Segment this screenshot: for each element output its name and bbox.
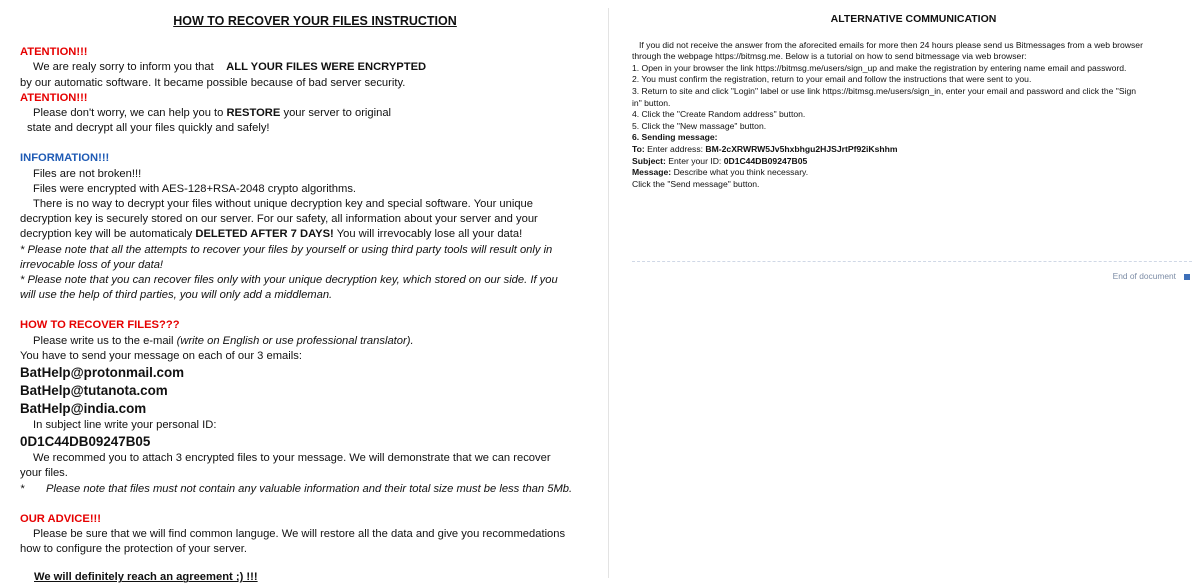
worry-line-2: state and decrypt all your files quickly and safely! xyxy=(27,122,270,135)
sorry-line xyxy=(20,60,600,75)
send-line: Click the "Send message" button. xyxy=(632,178,760,189)
note-2a: * Please note that you can recover files only with your unique decryption key, which stored on our side. If you xyxy=(20,274,558,287)
information-heading: INFORMATION!!! xyxy=(20,152,110,165)
subject-label: Subject: xyxy=(632,155,666,166)
attach-line-2: your files. xyxy=(20,467,68,480)
to-text: Enter address: xyxy=(647,143,704,154)
subject-id: 0D1C44DB09247B05 xyxy=(723,155,808,166)
sorry-text: We are realy sorry to inform you that xyxy=(33,61,214,74)
info-line-1: Files are not broken!!! xyxy=(33,167,142,180)
worry-text-post: your server to original xyxy=(283,107,392,120)
email-3[interactable]: BatHelp@india.com xyxy=(20,401,147,417)
subject-line xyxy=(632,156,1190,168)
page-divider xyxy=(608,8,609,578)
step-4: 4. Click the "Create Random address" button. xyxy=(632,109,806,120)
how1-text: Please write us to the e-mail xyxy=(33,334,174,347)
alt-comm-title: ALTERNATIVE COMMUNICATION xyxy=(830,13,997,25)
how-to-recover-heading: HOW TO RECOVER FILES??? xyxy=(20,319,180,332)
end-marker-icon xyxy=(1184,274,1190,280)
how1-italic: (write on English or use professional translator). xyxy=(176,334,414,347)
step-6: 6. Sending message: xyxy=(632,132,718,143)
note-title: HOW TO RECOVER YOUR FILES INSTRUCTION xyxy=(173,14,457,28)
worry-line xyxy=(20,106,600,121)
ransom-note-panel xyxy=(20,12,600,586)
note3-star: * xyxy=(20,482,25,495)
end-of-document-label: End of document xyxy=(1112,271,1176,281)
encrypted-warning: ALL YOUR FILES WERE ENCRYPTED xyxy=(226,61,427,74)
alt-intro-2: through the webpage https://bitmsg.me. Below is a tutorial on how to send bitmessage via web browser: xyxy=(632,51,1027,62)
step-5: 5. Click the "New massage" button. xyxy=(632,120,767,131)
note-2b: will use the help of third parties, you will only add a middleman. xyxy=(20,289,333,302)
worry-text: Please don't worry, we can help you to xyxy=(33,107,224,120)
subject-instruction: In subject line write your personal ID: xyxy=(33,419,217,432)
email-2[interactable]: BatHelp@tutanota.com xyxy=(20,383,168,399)
how-line-2: You have to send your message on each of our 3 emails: xyxy=(20,349,302,362)
message-label: Message: xyxy=(632,167,672,178)
personal-id: 0D1C44DB09247B05 xyxy=(20,434,151,450)
info5-text: decryption key will be automaticaly xyxy=(20,228,193,241)
note3-text: Please note that files must not contain any valuable information and their total size must be less than 5Mb. xyxy=(46,482,573,495)
alt-intro-1: If you did not receive the answer from the aforecited emails for more then 24 hours please send us Bitmessages from a web browser xyxy=(639,39,1143,50)
closing-line: We will definitely reach an agreement ;) !!! xyxy=(34,571,258,584)
message-line xyxy=(632,167,1190,179)
sorry-line-2: by our automatic software. It became possible because of bad server security. xyxy=(20,76,406,89)
info5-text-post: You will irrevocably lose all your data! xyxy=(336,228,523,241)
info-line-3: There is no way to decrypt your files without unique decryption key and special software. Your unique xyxy=(33,198,533,211)
info-line-2: Files were encrypted with AES-128+RSA-2048 crypto algorithms. xyxy=(33,182,357,195)
attention-heading-2: ATENTION!!! xyxy=(20,91,88,104)
message-text: Describe what you think necessary. xyxy=(673,167,809,178)
advice-line-2: how to configure the protection of your server. xyxy=(20,543,247,556)
to-label: To: xyxy=(632,143,645,154)
bitmessage-address: BM-2cXRWRW5Jv5hxbhgu2HJSJrtPf92iKshhm xyxy=(705,143,898,154)
email-1[interactable]: BatHelp@protonmail.com xyxy=(20,365,185,381)
alternative-communication-panel xyxy=(632,12,1190,190)
note-3 xyxy=(20,482,600,497)
note-1a: * Please note that all the attempts to recover your files by yourself or using third party tools will result only in xyxy=(20,243,553,256)
step-2: 2. You must confirm the registration, return to your email and follow the instructions that were sent to you. xyxy=(632,74,1032,85)
advice-line-1: Please be sure that we will find common languge. We will restore all the data and give you recommedations xyxy=(33,528,566,541)
end-of-document xyxy=(1113,271,1190,281)
info-line-4: decryption key is securely stored on our server. For our safety, all information about your server and your xyxy=(20,213,538,226)
attention-heading: ATENTION!!! xyxy=(20,46,88,59)
step-3b: in" button. xyxy=(632,97,671,108)
advice-heading: OUR ADVICE!!! xyxy=(20,512,101,525)
info-line-5 xyxy=(20,227,600,242)
end-rule xyxy=(632,261,1192,262)
how-line-1 xyxy=(20,334,600,349)
to-line xyxy=(632,144,1190,156)
step-3a: 3. Return to site and click "Login" label or use link https://bitmsg.me/users/sign_in, enter your email and password and click the "Sign xyxy=(632,85,1137,96)
restore-word: RESTORE xyxy=(226,107,281,120)
step-1: 1. Open in your browser the link https://bitmsg.me/users/sign_up and make the registration by entering name email and password. xyxy=(632,62,1127,73)
note-1b: irrevocable loss of your data! xyxy=(20,258,164,271)
deletion-warning: DELETED AFTER 7 DAYS! xyxy=(195,228,334,241)
subject-text: Enter your ID: xyxy=(668,155,722,166)
attach-line-1: We recommed you to attach 3 encrypted files to your message. We will demonstrate that we can recover xyxy=(33,452,551,465)
